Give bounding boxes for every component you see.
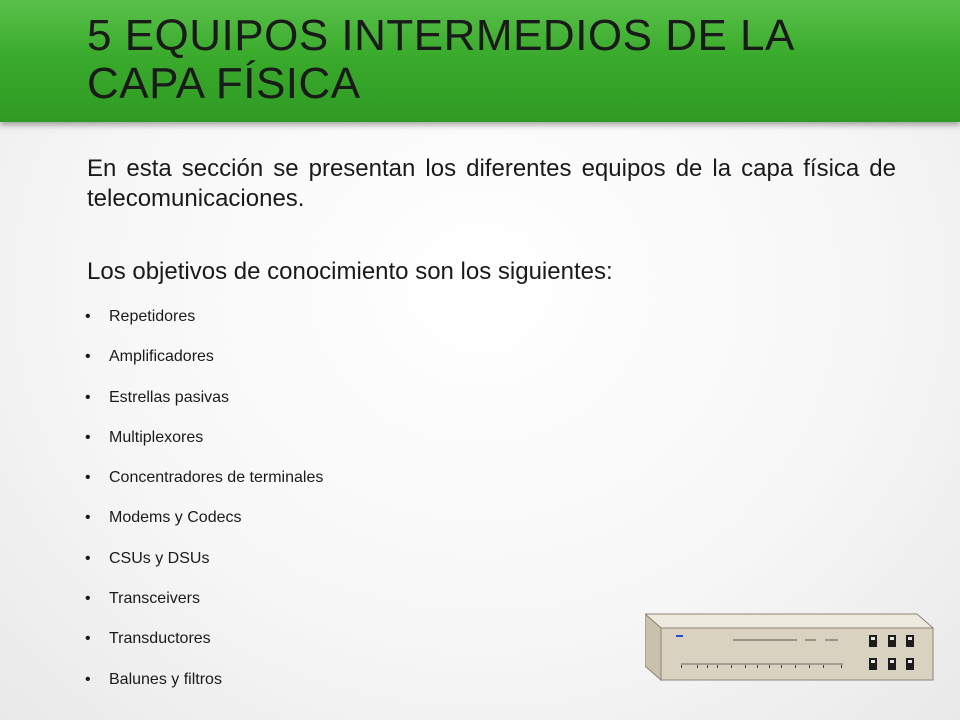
bullet-icon: •	[85, 630, 91, 648]
list-item	[85, 345, 323, 385]
list-item-label: Estrellas pasivas	[109, 388, 230, 406]
list-item	[85, 386, 323, 426]
network-device-icon	[645, 610, 935, 682]
list-item-label: Transductores	[109, 630, 211, 648]
bullet-icon: •	[85, 469, 91, 487]
bullet-icon: •	[85, 509, 91, 527]
list-item	[85, 466, 323, 506]
list-item-label: Transceivers	[109, 590, 200, 608]
bullet-icon: •	[85, 428, 91, 446]
bullet-icon: •	[85, 590, 91, 608]
slide-title: 5 EQUIPOS INTERMEDIOS DE LA CAPA FÍSICA	[87, 11, 793, 108]
list-item	[85, 506, 323, 546]
list-item-label: Amplificadores	[109, 348, 214, 366]
bullet-icon: •	[85, 308, 91, 325]
bullet-icon: •	[85, 549, 91, 567]
list-item-label: Multiplexores	[109, 428, 204, 446]
list-item-label: Modems y Codecs	[109, 509, 242, 527]
list-item-label: Repetidores	[109, 308, 196, 325]
bullet-icon: •	[85, 388, 91, 406]
list-item-label: CSUs y DSUs	[109, 549, 210, 567]
list-item	[85, 547, 323, 587]
objectives-heading: Los objetivos de conocimiento son los siguientes:	[87, 258, 613, 285]
objectives-list	[85, 305, 323, 708]
list-item	[85, 627, 323, 667]
list-item	[85, 668, 323, 708]
list-item-label: Balunes y filtros	[109, 670, 222, 688]
bullet-icon: •	[85, 670, 91, 688]
list-item	[85, 305, 323, 345]
list-item	[85, 426, 323, 466]
intro-paragraph: En esta sección se presentan los diferentes equipos de la capa física de telecomunicaciones.	[87, 155, 896, 212]
bullet-icon: •	[85, 348, 91, 366]
list-item-label: Concentradores de terminales	[109, 469, 324, 487]
list-item	[85, 587, 323, 627]
